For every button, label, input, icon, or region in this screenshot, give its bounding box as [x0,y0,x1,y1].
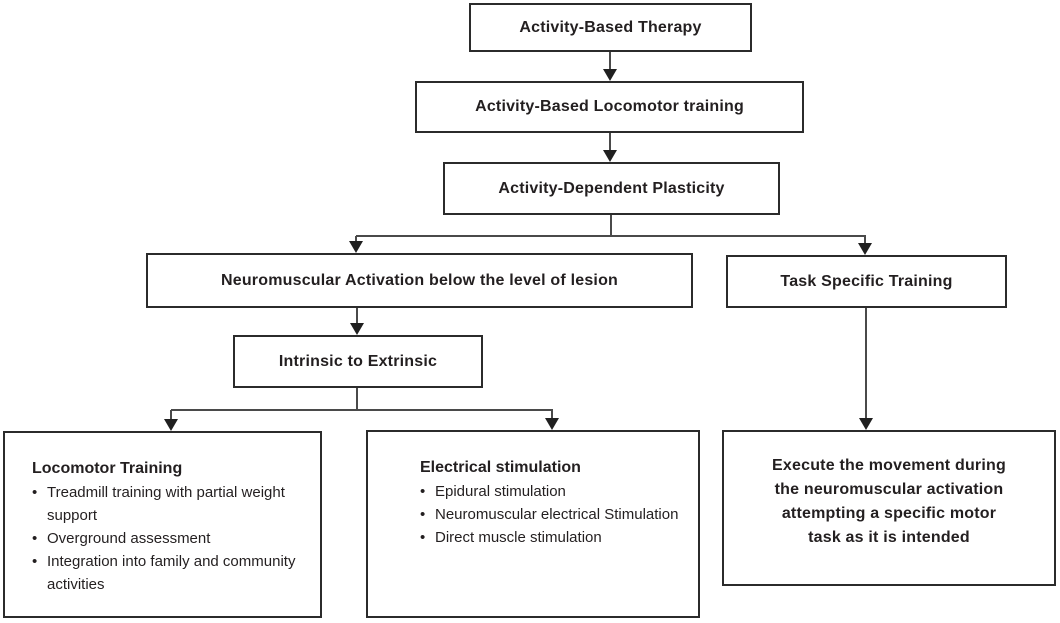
bullet-icon: • [32,484,38,501]
connector-stem-intrinsic [356,388,358,411]
connector-line-locomotor-plasticity [609,133,611,151]
arrow-down-icon [164,419,178,431]
arrow-down-icon [350,323,364,335]
connector-line-to-locomotor-training [170,410,172,419]
arrow-down-icon [858,243,872,255]
node-content [5,433,320,596]
bullet-item [420,526,680,549]
connector-line-task-execute [865,308,867,418]
node-activity-based-locomotor-training [415,81,804,133]
node-activity-based-therapy [469,3,752,52]
arrow-down-icon [603,69,617,81]
arrow-down-icon [545,418,559,430]
bullet-text: Integration into family and community activities [47,553,296,593]
bullet-icon: • [420,506,426,523]
node-locomotor-training [3,431,322,618]
arrow-down-icon [349,241,363,253]
node-label: Activity-Based Locomotor training [475,98,744,116]
bullet-item [32,481,306,527]
arrow-down-icon [603,150,617,162]
connector-branch-intrinsic [171,409,553,411]
connector-line-neuromuscular-intrinsic [356,308,358,324]
bullet-text: Epidural stimulation [435,483,566,500]
node-label: Neuromuscular Activation below the level of lesion [220,271,619,289]
node-label: Task Specific Training [780,272,953,290]
connector-stem-plasticity [610,215,612,236]
bullet-text: Treadmill training with partial weight support [47,484,285,524]
node-content [368,432,698,549]
node-label: Intrinsic to Extrinsic [278,352,438,370]
node-heading: Electrical stimulation [420,459,581,476]
node-intrinsic-to-extrinsic [233,335,483,388]
bullet-item [420,503,680,526]
bullet-icon: • [32,553,38,570]
connector-branch-plasticity [356,235,866,237]
bullet-item [420,480,680,503]
node-label: Activity-Dependent Plasticity [498,179,725,197]
node-activity-dependent-plasticity [443,162,780,215]
bullet-item [32,550,306,596]
bullet-icon: • [32,530,38,547]
bullet-text: Overground assessment [47,530,211,547]
bullet-text: Direct muscle stimulation [435,529,602,546]
node-execute-movement [722,430,1056,586]
connector-line-therapy-locomotor [609,52,611,70]
connector-line-to-electrical [551,410,553,418]
node-electrical-stimulation [366,430,700,618]
node-neuromuscular-activation [146,253,693,308]
bullet-list [420,480,680,549]
node-task-specific-training [726,255,1007,308]
node-label: Execute the movement during the neuromuscular activation attempting a specific motor task as it is intended [772,457,1006,546]
bullet-text: Neuromuscular electrical Stimulation [435,506,679,523]
bullet-icon: • [420,483,426,500]
bullet-item [32,527,306,550]
bullet-icon: • [420,529,426,546]
node-label: Activity-Based Therapy [519,18,702,36]
node-heading: Locomotor Training [32,460,183,477]
bullet-list [32,481,306,596]
arrow-down-icon [859,418,873,430]
